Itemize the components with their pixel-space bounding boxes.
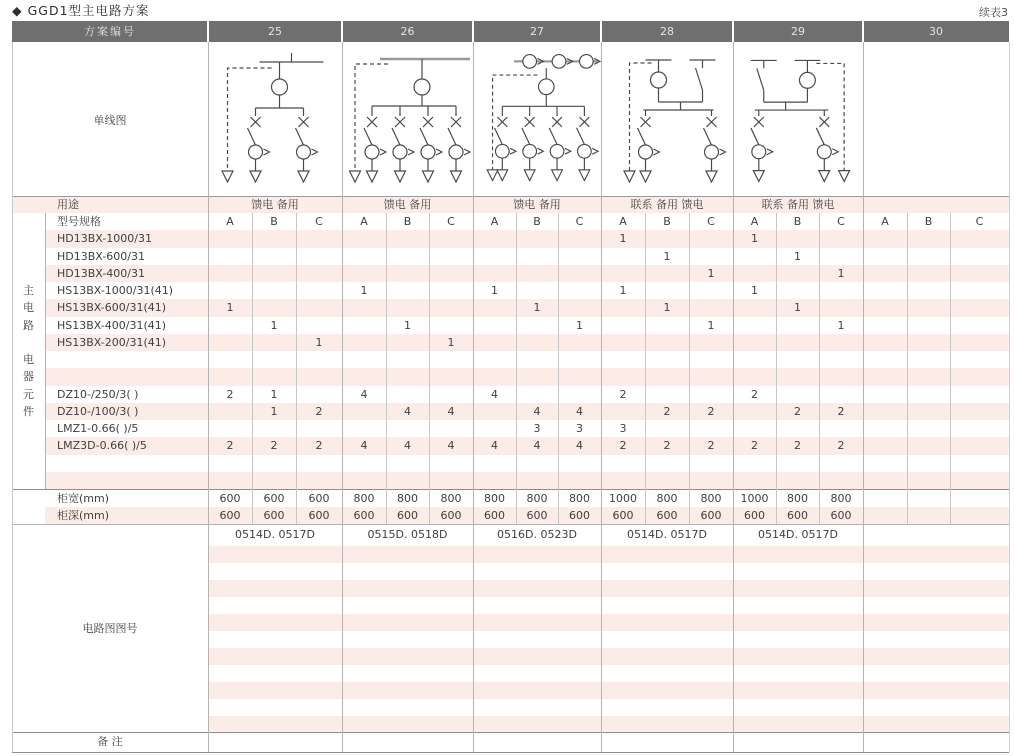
header-separator [341, 21, 343, 42]
value-cell: 1 [751, 232, 758, 246]
vertical-rule [45, 213, 46, 489]
value-cell: 2 [619, 387, 627, 401]
sub-header: B [663, 215, 671, 228]
sub-header: A [360, 215, 368, 228]
component-model-label: HS13BX-1000/31(41) [57, 284, 174, 297]
value-cell: 1 [270, 387, 278, 401]
value-cell: 1 [447, 335, 455, 349]
value-cell: 4 [447, 439, 455, 453]
value-cell: 2 [794, 404, 801, 418]
value-cell: 4 [491, 439, 498, 453]
dimension-cell: 600 [308, 492, 330, 505]
value-cell: 4 [447, 404, 455, 418]
value-cell: 1 [751, 284, 758, 297]
component-model-label: DZ10-/250/3( ) [57, 387, 139, 401]
dimension-cell: 600 [569, 509, 590, 522]
usage-value: 联系 备用 馈电 [761, 198, 835, 211]
value-cell: 2 [707, 404, 715, 418]
value-cell: 1 [315, 335, 323, 349]
value-cell: 2 [226, 387, 234, 401]
vertical-rule [429, 213, 430, 524]
value-cell: 2 [794, 439, 801, 453]
component-model-label: LMZ3D-0.66( )/5 [57, 439, 147, 453]
header-scheme-number: 28 [660, 25, 674, 38]
sub-header: B [270, 215, 278, 228]
vertical-rule [296, 213, 297, 524]
dimension-cell: 600 [656, 509, 678, 522]
header-scheme-number: 29 [791, 25, 805, 38]
value-cell: 2 [270, 439, 278, 453]
bottom-stripe [208, 614, 1009, 631]
vertical-text-char: 电 [23, 301, 34, 315]
single-line-diagram-29 [733, 46, 863, 194]
usage-value: 馈电 备用 [513, 198, 561, 211]
value-cell: 3 [533, 422, 541, 435]
value-cell: 4 [533, 404, 541, 418]
vertical-text-char: 电 [23, 353, 34, 366]
component-model-label: HS13BX-200/31(41) [57, 335, 167, 349]
vertical-text-char: 器 [23, 370, 34, 384]
header-separator [732, 21, 734, 42]
drawing-number-cell: 0515D. 0518D [367, 528, 448, 541]
dimension-cell: 1000 [740, 492, 769, 505]
value-cell: 1 [491, 284, 498, 297]
vertical-rule [907, 213, 908, 524]
remarks-label: 备 注 [97, 735, 123, 748]
value-cell: 2 [707, 439, 715, 453]
value-cell: 1 [226, 301, 234, 315]
value-cell: 2 [663, 404, 671, 418]
sub-header: C [447, 215, 455, 228]
sub-header: A [490, 215, 499, 228]
value-cell: 4 [404, 404, 411, 418]
vertical-rule [252, 213, 253, 524]
single-line-diagram-27 [473, 46, 601, 194]
component-row-stripe [45, 368, 1009, 385]
value-cell: 1 [576, 318, 583, 332]
sub-header: C [837, 215, 845, 228]
bottom-stripe [208, 580, 1009, 597]
single-line-diagram-25 [208, 46, 342, 194]
vertical-rule [1009, 42, 1010, 752]
drawing-number-cell: 0514D. 0517D [758, 528, 838, 541]
value-cell: 2 [663, 439, 671, 453]
sub-header: B [793, 215, 802, 228]
dimension-cell: 600 [612, 509, 634, 522]
dimension-cell: 600 [526, 509, 548, 522]
vertical-rule [863, 42, 864, 752]
usage-label: 用途 [57, 198, 79, 211]
sub-header: B [924, 215, 933, 228]
value-cell: 1 [663, 301, 671, 315]
value-cell: 4 [404, 439, 411, 453]
model-spec-label: 型号规格 [57, 215, 101, 228]
header-scheme-label: 方案编号 [84, 25, 136, 38]
dimension-cell: 800 [484, 492, 505, 505]
header-separator [207, 21, 209, 42]
value-cell: 1 [837, 266, 845, 280]
bottom-stripe [208, 682, 1009, 699]
vertical-rule [558, 213, 559, 524]
sub-header: A [881, 215, 889, 228]
sub-header: A [226, 215, 234, 228]
vertical-rule [516, 213, 517, 524]
value-cell: 1 [707, 266, 715, 280]
dimension-cell: 600 [440, 509, 462, 522]
value-cell: 1 [619, 232, 627, 246]
value-cell: 4 [491, 387, 498, 401]
header-scheme-number: 25 [268, 25, 282, 38]
horizontal-rule [12, 752, 1009, 753]
single-line-diagram-label: 单线图 [93, 114, 127, 127]
value-cell: 2 [751, 387, 758, 401]
vertical-text-char: 元 [23, 387, 34, 401]
dimension-cell: 600 [353, 509, 375, 522]
value-cell: 1 [533, 301, 541, 315]
value-cell: 1 [794, 301, 801, 315]
dimension-cell: 800 [830, 492, 852, 505]
dimension-cell: 800 [787, 492, 808, 505]
value-cell: 3 [619, 422, 627, 435]
vertical-rule [386, 213, 387, 524]
dimension-cell: 600 [263, 509, 285, 522]
sub-header: C [575, 215, 584, 228]
dimension-cell: 600 [263, 492, 285, 505]
dimension-cell: 800 [526, 492, 548, 505]
dimension-cell: 800 [656, 492, 678, 505]
bottom-stripe [208, 546, 1009, 563]
dimension-cell: 800 [569, 492, 590, 505]
vertical-text-char: 路 [23, 318, 34, 332]
value-cell: 1 [707, 318, 715, 332]
drawing-number-cell: 0516D. 0523D [497, 528, 577, 541]
dimension-cell: 800 [397, 492, 418, 505]
single-line-diagram-26 [342, 46, 473, 194]
dimension-cell: 600 [484, 509, 505, 522]
cabinet-width-label: 柜宽(mm) [57, 492, 110, 505]
value-cell: 1 [404, 318, 411, 332]
value-cell: 1 [663, 249, 671, 263]
sub-header: C [975, 215, 984, 228]
dimension-cell: 600 [700, 509, 722, 522]
header-separator [600, 21, 602, 42]
dimension-cell: 600 [219, 492, 241, 505]
vertical-rule [950, 213, 951, 524]
component-row-stripe [45, 472, 1009, 489]
value-cell: 4 [533, 439, 541, 453]
usage-value: 联系 备用 馈电 [630, 198, 704, 211]
header-scheme-number: 26 [400, 25, 415, 38]
drawing-number-cell: 0514D. 0517D [627, 528, 707, 541]
vertical-rule [689, 213, 690, 524]
component-model-label: HD13BX-1000/31 [57, 232, 152, 246]
dimension-cell: 800 [353, 492, 375, 505]
sub-header: C [315, 215, 323, 228]
component-model-label: HS13BX-600/31(41) [57, 301, 167, 315]
value-cell: 1 [270, 318, 278, 332]
dimension-cell: 600 [787, 509, 808, 522]
usage-value [863, 196, 1009, 213]
value-cell: 2 [226, 439, 234, 453]
dimension-cell: 600 [397, 509, 418, 522]
header-scheme-number: 30 [929, 25, 943, 38]
vertical-text-char: 件 [23, 404, 34, 418]
value-cell: 2 [837, 439, 845, 453]
cabinet-depth-label: 柜深(mm) [57, 509, 110, 522]
vertical-rule [819, 213, 820, 524]
value-cell: 2 [751, 439, 758, 453]
value-cell: 4 [576, 439, 583, 453]
component-model-label: LMZ1-0.66( )/5 [57, 422, 139, 435]
circuit-drawing-no-label: 电路图图号 [82, 622, 138, 635]
component-model-label: HD13BX-400/31 [57, 266, 145, 280]
bottom-stripe [208, 648, 1009, 665]
header-separator [862, 21, 864, 42]
value-cell: 3 [576, 422, 583, 435]
value-cell: 1 [360, 284, 368, 297]
value-cell: 1 [794, 249, 801, 263]
value-cell: 4 [576, 404, 583, 418]
value-cell: 2 [619, 439, 627, 453]
sub-header: B [403, 215, 412, 228]
drawing-number-cell: 0514D. 0517D [235, 528, 315, 541]
sub-header: A [750, 215, 759, 228]
sub-header: A [619, 215, 627, 228]
header-separator [472, 21, 474, 42]
value-cell: 4 [360, 387, 368, 401]
usage-value: 馈电 备用 [251, 198, 299, 211]
component-model-label: HD13BX-600/31 [57, 249, 145, 263]
header-scheme-number: 27 [530, 25, 544, 38]
sub-header: C [707, 215, 715, 228]
dimension-cell: 600 [219, 509, 241, 522]
dimension-cell: 600 [308, 509, 330, 522]
dimension-cell: 800 [440, 492, 462, 505]
value-cell: 4 [360, 439, 368, 453]
usage-value: 馈电 备用 [383, 198, 432, 211]
bottom-stripe [208, 716, 1009, 732]
dimension-cell: 600 [744, 509, 765, 522]
value-cell: 1 [619, 284, 627, 297]
dimension-cell: 1000 [609, 492, 637, 505]
value-cell: 2 [837, 404, 845, 418]
single-line-diagram-28 [601, 46, 733, 194]
dimension-cell: 600 [830, 509, 852, 522]
continuation-note: 续表3 [979, 6, 1008, 19]
value-cell: 2 [315, 404, 323, 418]
page-title: ◆ GGD1型主电路方案 [12, 3, 150, 18]
value-cell: 1 [837, 318, 845, 332]
dimension-cell: 800 [700, 492, 722, 505]
component-model-label: HS13BX-400/31(41) [57, 318, 167, 332]
sub-header: B [533, 215, 541, 228]
value-cell: 2 [315, 439, 323, 453]
component-model-label: DZ10-/100/3( ) [57, 404, 139, 418]
value-cell: 1 [270, 404, 278, 418]
vertical-text-char: 主 [23, 284, 34, 297]
